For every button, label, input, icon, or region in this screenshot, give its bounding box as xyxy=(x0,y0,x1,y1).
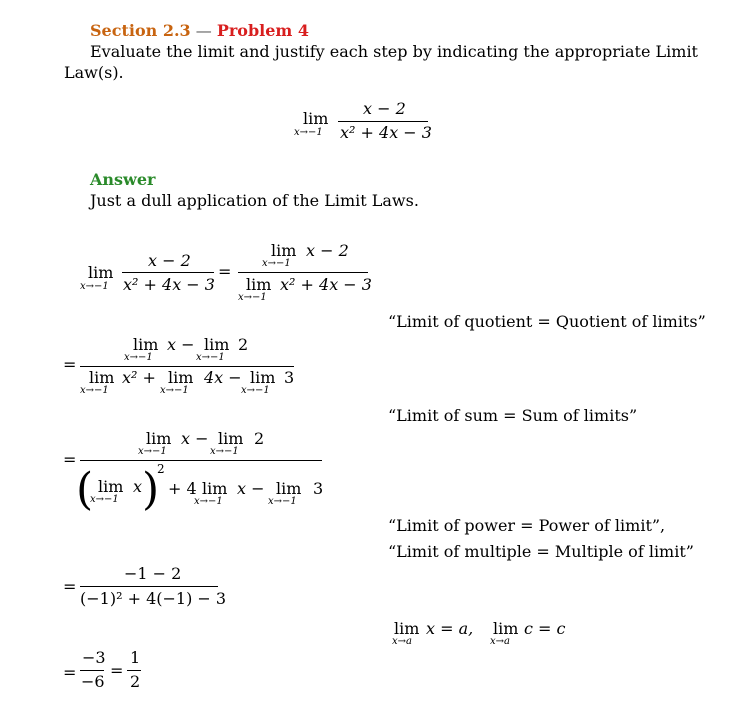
section-label: Section 2.3 xyxy=(90,21,191,40)
step3-den-lim2: lim xyxy=(202,479,228,498)
step4-numerator: −1 − 2 xyxy=(124,564,182,583)
rule-lim-1: lim xyxy=(394,619,420,638)
step3-den-t2: x − xyxy=(237,479,265,498)
step5-bar-2 xyxy=(127,670,141,671)
step3-num-sub2: x→−1 xyxy=(210,446,239,457)
step3-paren-sub: x→−1 xyxy=(90,494,119,505)
problem-denominator: x² + 4x − 3 xyxy=(340,123,432,142)
step5-numerator-2: 1 xyxy=(130,648,141,667)
rule-expr-2: c = c xyxy=(524,619,566,638)
step1-rhs-bar xyxy=(238,272,368,273)
step1-rhs-den-sub: x→−1 xyxy=(238,292,267,303)
step1-lhs-numerator: x − 2 xyxy=(148,251,191,270)
step2-num-x: x − xyxy=(167,335,195,354)
step5-bar-1 xyxy=(80,670,104,671)
step3-right-paren: ) xyxy=(142,464,160,515)
step1-lhs-denominator: x² + 4x − 3 xyxy=(123,275,215,294)
step1-lhs-lim: lim xyxy=(88,263,114,282)
step2-equals: = xyxy=(63,355,77,374)
step1-lhs-bar xyxy=(122,272,214,273)
step2-den-sub2: x→−1 xyxy=(160,385,189,396)
problem-lim-sub: x→−1 xyxy=(294,127,323,138)
step3-left-paren: ( xyxy=(76,464,94,515)
step4-bar xyxy=(80,586,218,587)
step4-equals: = xyxy=(63,577,77,596)
step3-paren-x: x xyxy=(133,477,143,496)
rule-sub-1: x→a xyxy=(392,636,412,647)
problem-lim: lim xyxy=(303,109,329,128)
step2-den-t2: 4x − xyxy=(204,368,242,387)
step3-num-2: 2 xyxy=(254,429,265,448)
step1-equals: = xyxy=(218,262,232,281)
prompt-line-2: Law(s). xyxy=(64,63,124,82)
step3-num-x: x − xyxy=(181,429,209,448)
step1-rhs-den-expr: x² + 4x − 3 xyxy=(280,275,372,294)
step5-equals-1: = xyxy=(63,663,77,682)
step2-num-2: 2 xyxy=(238,335,249,354)
step3-den-t1: + 4 xyxy=(168,479,197,498)
step2-den-t1: x² + xyxy=(122,368,156,387)
step3-den-sub3: x→−1 xyxy=(268,496,297,507)
step2-den-sub3: x→−1 xyxy=(241,385,270,396)
step2-den-sub1: x→−1 xyxy=(80,385,109,396)
rule-sub-2: x→a xyxy=(490,636,510,647)
step3-power: 2 xyxy=(157,462,165,476)
step3-num-lim1: lim xyxy=(146,429,172,448)
step5-numerator-1: −3 xyxy=(82,648,106,667)
rule-lim-2: lim xyxy=(493,619,519,638)
step2-den-t3: 3 xyxy=(284,368,295,387)
step1-reason: “Limit of quotient = Quotient of limits” xyxy=(388,312,706,331)
step5-denominator-1: −6 xyxy=(81,672,105,691)
problem-header xyxy=(90,21,309,41)
problem-label: Problem 4 xyxy=(216,21,310,40)
step2-den-lim1: lim xyxy=(89,368,115,387)
step2-bar xyxy=(80,366,294,367)
step3-bar xyxy=(80,460,322,461)
rule-expr-1: x = a, xyxy=(426,619,474,638)
step2-num-sub1: x→−1 xyxy=(124,352,153,363)
problem-numerator: x − 2 xyxy=(363,99,406,118)
step1-rhs-num-lim: lim xyxy=(271,241,297,260)
step2-den-lim2: lim xyxy=(168,368,194,387)
step3-den-t3: 3 xyxy=(313,479,324,498)
step1-lhs-sub: x→−1 xyxy=(80,281,109,292)
step3-num-lim2: lim xyxy=(218,429,244,448)
answer-text: Just a dull application of the Limit Laws. xyxy=(90,191,419,210)
step2-den-lim3: lim xyxy=(250,368,276,387)
step1-rhs-num-expr: x − 2 xyxy=(306,241,349,260)
step4-denominator: (−1)² + 4(−1) − 3 xyxy=(80,589,227,608)
step3-den-lim3: lim xyxy=(276,479,302,498)
step2-reason: “Limit of sum = Sum of limits” xyxy=(388,406,638,425)
step5-equals-2: = xyxy=(110,661,124,680)
step3-reason-2: “Limit of multiple = Multiple of limit” xyxy=(388,542,694,561)
step3-paren-lim: lim xyxy=(98,477,124,496)
step5-denominator-2: 2 xyxy=(130,672,141,691)
step2-num-sub2: x→−1 xyxy=(196,352,225,363)
step2-num-lim2: lim xyxy=(204,335,230,354)
step3-den-sub2: x→−1 xyxy=(194,496,223,507)
problem-fraction-bar xyxy=(338,121,428,122)
header-dash: — xyxy=(195,21,212,40)
step2-num-lim1: lim xyxy=(133,335,159,354)
step3-reason-1: “Limit of power = Power of limit”, xyxy=(388,516,666,535)
step3-num-sub1: x→−1 xyxy=(138,446,167,457)
prompt-line-1: Evaluate the limit and justify each step by indicating the appropriate Limit xyxy=(90,42,698,61)
step1-rhs-num-sub: x→−1 xyxy=(262,258,291,269)
answer-heading: Answer xyxy=(90,170,156,189)
step1-rhs-den-lim: lim xyxy=(246,275,272,294)
step3-equals: = xyxy=(63,450,77,469)
